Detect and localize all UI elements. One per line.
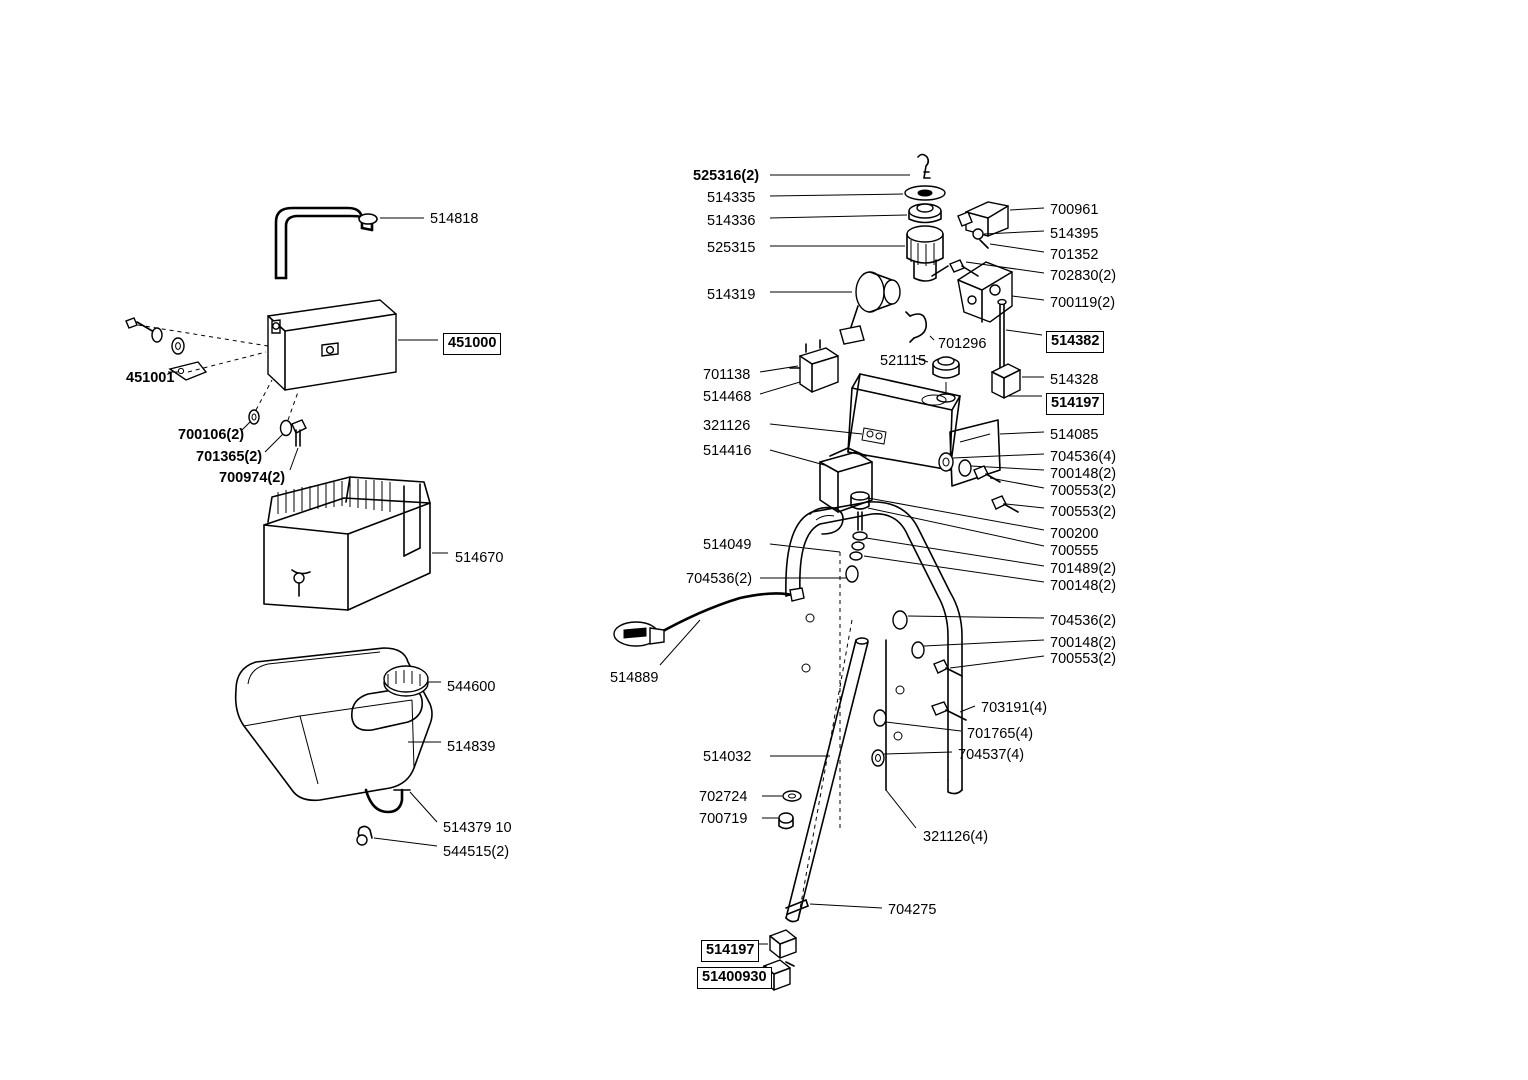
part-514416 [770,448,872,512]
part-label-525316-2-: 525316(2) [693,168,760,184]
part-514319 [770,272,900,344]
part-514328 [992,364,1044,398]
part-label-700553-2-: 700553(2) [1050,504,1117,520]
part-fasteners-right-upper [939,453,1044,512]
part-label-514336: 514336 [707,213,756,229]
part-702830 [950,260,1044,322]
part-label-702724: 702724 [699,789,748,805]
part-label-51400930: 51400930 [697,967,772,989]
part-label-451001: 451001 [126,370,175,386]
part-label-700200: 700200 [1050,526,1099,542]
part-label-701365-2-: 701365(2) [196,449,263,465]
part-label-704275: 704275 [888,902,937,918]
part-label-704536-2-: 704536(2) [686,571,753,587]
part-label-514818: 514818 [430,211,479,227]
part-label-701352: 701352 [1050,247,1099,263]
part-321126-4 [886,640,916,828]
part-label-544515-2-: 544515(2) [443,844,510,860]
part-label-514335: 514335 [707,190,756,206]
part-label-700961: 700961 [1050,202,1099,218]
part-514335 [770,186,945,200]
part-label-525315: 525315 [707,240,756,256]
part-700200-stack [850,492,1044,582]
part-label-702830-2-: 702830(2) [1050,268,1117,284]
part-514670 [264,477,448,610]
part-label-514032: 514032 [703,749,752,765]
part-label-700148-2-: 700148(2) [1050,635,1117,651]
part-514032 [770,620,868,922]
part-label-521115: 521115 [880,353,927,369]
part-label-514416: 514416 [703,443,752,459]
part-label-700148-2-: 700148(2) [1050,578,1117,594]
part-label-701296: 701296 [938,336,987,352]
part-label-700106-2-: 700106(2) [178,427,245,443]
part-label-700974-2-: 700974(2) [219,470,286,486]
part-label-704537-4-: 704537(4) [958,747,1025,763]
part-label-514468: 514468 [703,389,752,405]
part-702724 [762,791,801,829]
part-704536-left [760,566,858,672]
part-label-514319: 514319 [707,287,756,303]
part-label-514197: 514197 [701,940,759,962]
part-label-700555: 700555 [1050,543,1099,559]
part-label-701489-2-: 701489(2) [1050,561,1117,577]
part-label-704536-2-: 704536(2) [1050,613,1117,629]
part-label-514197: 514197 [1046,393,1104,415]
part-label-544600: 544600 [447,679,496,695]
part-701296 [906,312,934,342]
part-label-701138: 701138 [703,367,751,383]
part-514049 [770,502,962,830]
part-451000 [268,300,438,390]
part-700961 [958,202,1044,252]
part-label-451000: 451000 [443,333,501,355]
part-label-700553-2-: 700553(2) [1050,483,1117,499]
part-label-321126: 321126 [703,418,751,434]
part-fasteners-right-lower [893,611,1044,676]
part-label-514839: 514839 [447,739,496,755]
part-label-700553-2-: 700553(2) [1050,651,1117,667]
part-label-514379-10: 514379 10 [443,820,512,836]
part-label-701765-4-: 701765(4) [967,726,1034,742]
part-label-514085: 514085 [1050,427,1099,443]
part-514889 [614,588,804,665]
part-label-700148-2-: 700148(2) [1050,466,1117,482]
part-525315 [770,226,948,281]
part-701138 [760,340,838,394]
part-label-704536-4-: 704536(4) [1050,449,1117,465]
part-514336 [770,204,941,223]
part-514839 [236,648,441,846]
part-514818 [276,208,424,278]
part-label-514395: 514395 [1050,226,1099,242]
part-label-703191-4-: 703191(4) [981,700,1048,716]
part-label-321126-4-: 321126(4) [923,829,989,845]
part-label-514328: 514328 [1050,372,1099,388]
part-label-514049: 514049 [703,537,752,553]
part-label-514670: 514670 [455,550,504,566]
part-label-514889: 514889 [610,670,659,686]
part-label-700719: 700719 [699,811,748,827]
part-525316 [770,155,930,179]
part-label-700119-2-: 700119(2) [1050,295,1116,311]
part-label-514382: 514382 [1046,331,1104,353]
